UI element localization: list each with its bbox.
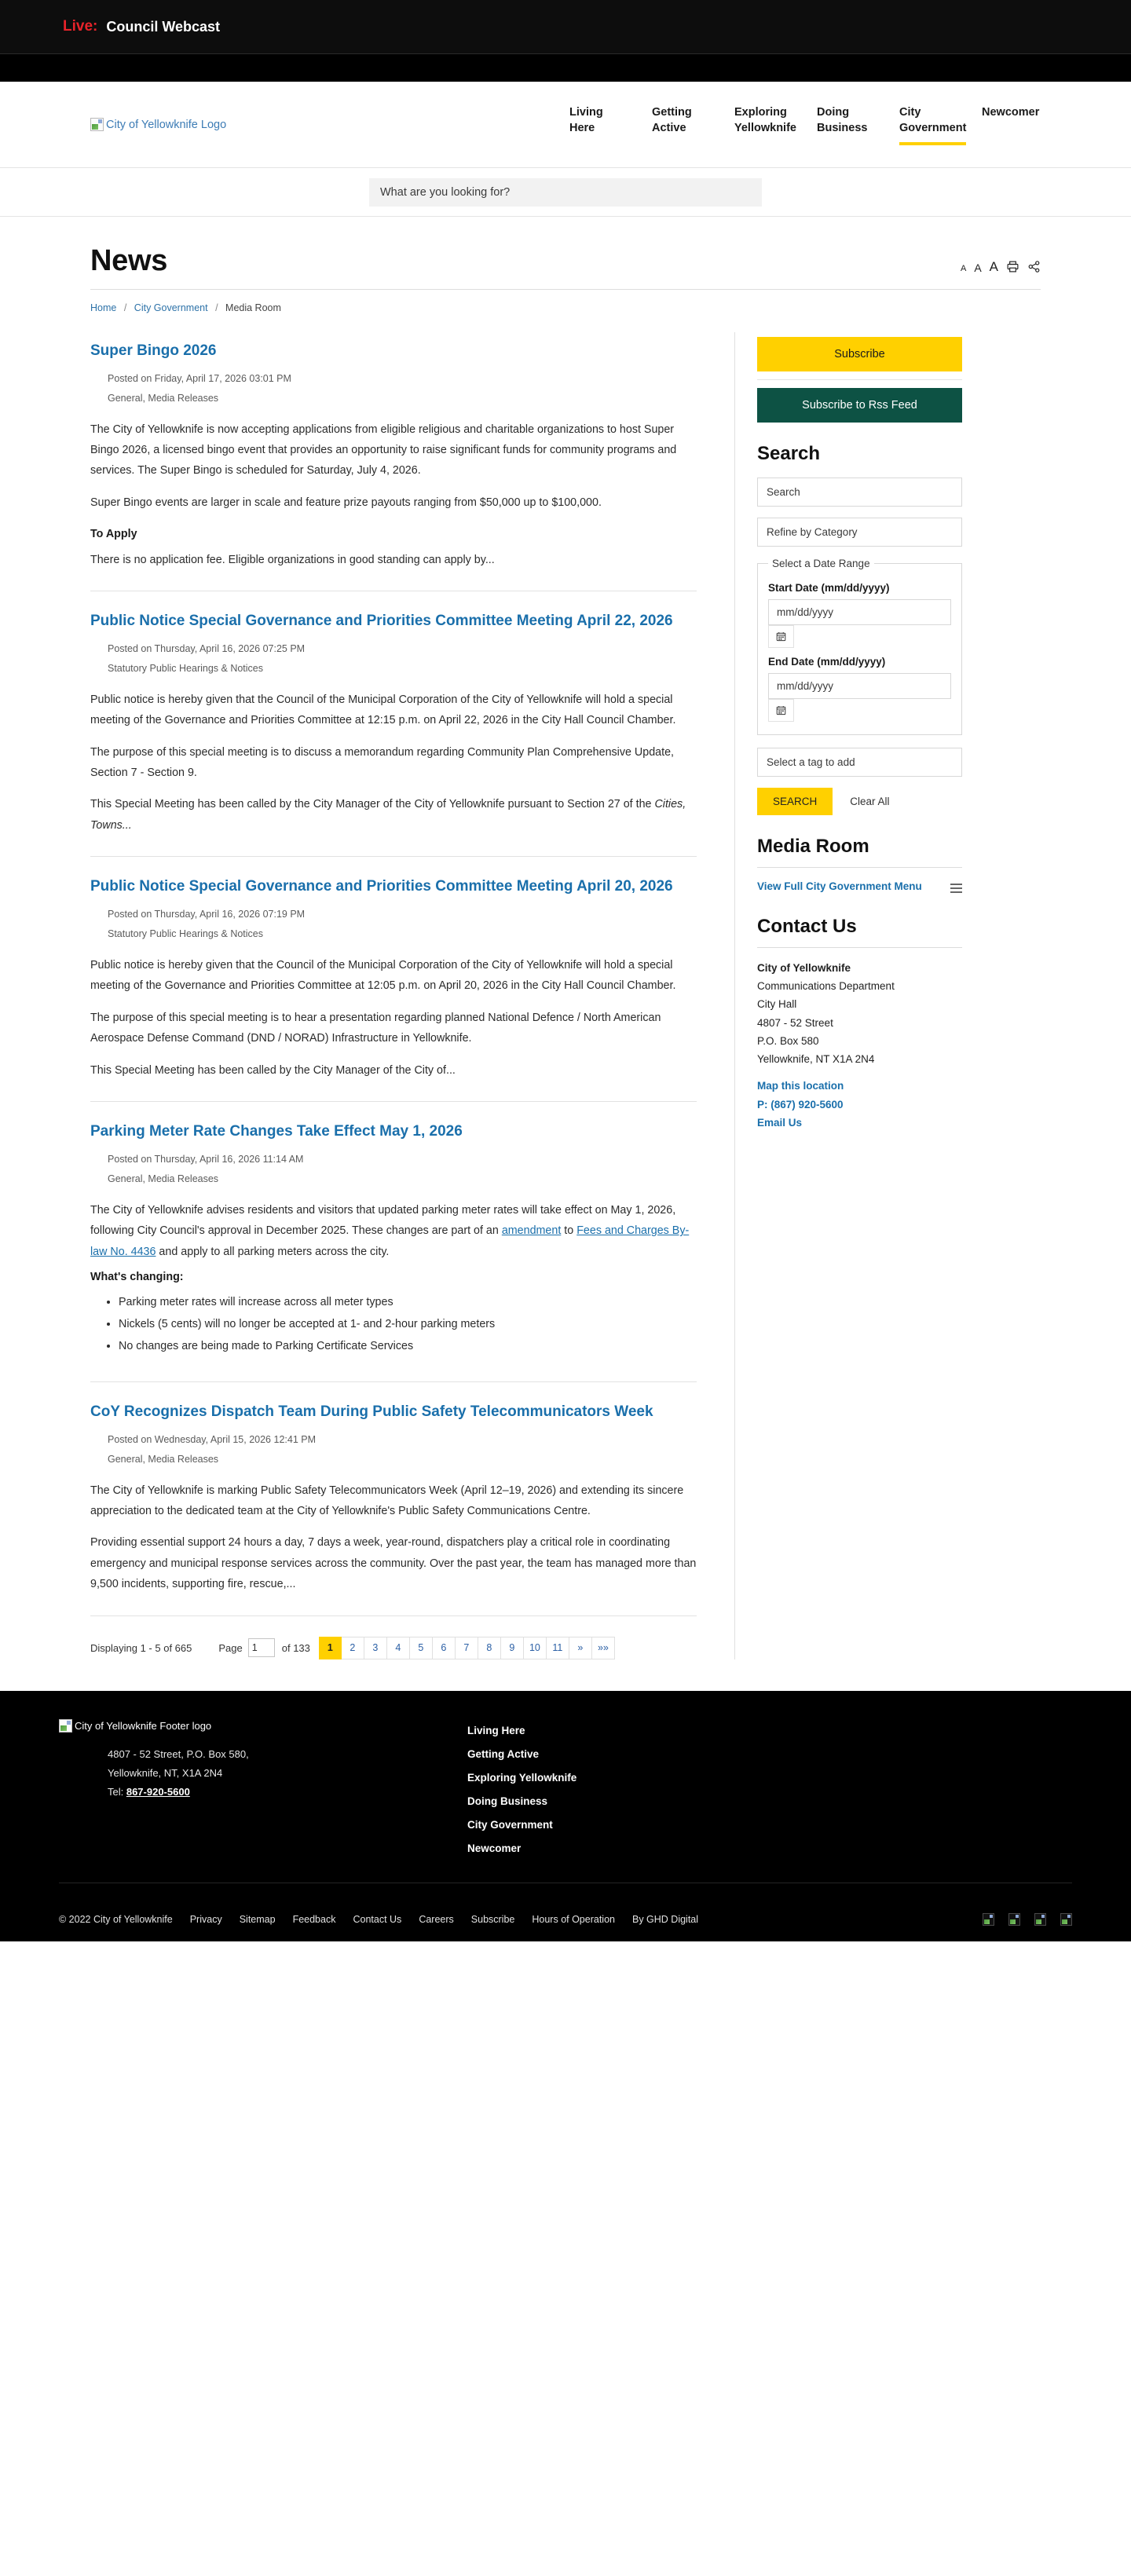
nav-label-line1: Getting	[652, 106, 692, 119]
pagination-page-10[interactable]: 10	[524, 1637, 547, 1659]
news-item-title[interactable]: Public Notice Special Governance and Priorities Committee Meeting April 20, 2026	[90, 878, 673, 895]
nav-label-line1: Living	[569, 106, 603, 119]
footer-left-column	[59, 1719, 436, 1861]
footer-link-by-ghd-digital[interactable]: By GHD Digital	[631, 1913, 699, 1925]
pagination-page-11[interactable]: 11	[547, 1637, 569, 1659]
amendment-link[interactable]: amendment	[501, 1224, 562, 1238]
news-item-paragraph: Public notice is hereby given that the Council of the Municipal Corporation of the City of Yellowknife will hold a special meeting of the Governance and Priorities Committee at 12:15 p.m. on April 22, 2026 in the City Hall Council Chamber.	[90, 693, 676, 727]
nav-label-line1: Exploring	[734, 106, 787, 119]
end-date-input[interactable]	[768, 673, 951, 699]
social-icon-3[interactable]	[1034, 1913, 1046, 1926]
news-item-subheading	[90, 1267, 697, 1287]
news-item-paragraph: The City of Yellowknife is now accepting applications from eligible religious and charitable organizations to host Super Bingo 2026, a licensed bingo event that provides an opportunity to raise significant funds for community programs and services. The Super Bingo is scheduled for Saturday, July 4, 2026.	[90, 423, 677, 478]
news-item-paragraph: There is no application fee. Eligible organizations in good standing can apply by...	[90, 553, 495, 566]
media-room-menu-row	[757, 879, 962, 895]
news-item-paragraph: The City of Yellowknife is marking Public Safety Telecommunicators Week (April 12–19, 2026) and extending its sincere appreciation to the dedicated team at the City of Yellowknife's Public Safety Communications Centre.	[90, 1484, 684, 1517]
site-search-row	[0, 168, 1131, 217]
footer-nav-getting-active[interactable]: Getting Active	[467, 1747, 540, 1760]
contact-spacer	[757, 1068, 962, 1077]
logo-alt-text: City of Yellowknife Logo	[106, 118, 227, 131]
nav-label-line1: Doing	[817, 106, 850, 119]
pagination-page-5[interactable]: 5	[410, 1637, 433, 1659]
news-item-subheading-text: What's changing:	[90, 1270, 184, 1283]
refine-by-category-select[interactable]: Refine by Category	[757, 518, 962, 547]
news-item-subheading	[90, 524, 697, 544]
nav-item-exploring-yellowknife[interactable]	[734, 104, 817, 135]
footer-bottom-bar	[59, 1883, 1072, 1926]
news-item-text: and apply to all parking meters across the city.	[156, 1245, 390, 1258]
nav-label-line2: Government	[899, 121, 967, 134]
page-title: News	[90, 244, 168, 277]
subscribe-button[interactable]: Subscribe	[757, 337, 962, 371]
search-actions	[757, 788, 962, 815]
pagination-page-label: Page	[218, 1641, 243, 1654]
select-tag-dropdown[interactable]: Select a tag to add	[757, 748, 962, 777]
news-item-paragraph	[90, 794, 697, 836]
print-icon[interactable]	[1006, 260, 1019, 273]
map-this-location-link[interactable]: Map this location	[757, 1080, 844, 1092]
news-list	[90, 332, 734, 1659]
social-icon-1[interactable]	[983, 1913, 994, 1926]
footer-nav-exploring-yellowknife[interactable]: Exploring Yellowknife	[467, 1771, 577, 1784]
news-item-text: to	[561, 1224, 577, 1238]
nav-item-getting-active[interactable]	[652, 104, 734, 135]
nav-label-line1: City	[899, 106, 921, 119]
subscribe-rss-button[interactable]: Subscribe to Rss Feed	[757, 388, 962, 423]
start-date-label: Start Date (mm/dd/yyyy)	[768, 582, 890, 594]
footer-link-hours-of-operation[interactable]: Hours of Operation	[532, 1913, 615, 1925]
pagination-page-3[interactable]: 3	[364, 1637, 387, 1659]
end-date-calendar-icon[interactable]	[768, 699, 794, 722]
sidebar-search-heading: Search	[757, 443, 821, 464]
site-search-input[interactable]	[369, 178, 762, 207]
footer-copyright: © 2022 City of Yellowknife	[59, 1913, 173, 1925]
contact-us-heading: Contact Us	[757, 916, 962, 948]
contact-phone-link[interactable]: P: (867) 920-5600	[757, 1098, 844, 1111]
breadcrumb-separator: /	[123, 302, 127, 313]
bylaw-link[interactable]: Fees and Charges By-law No. 4436	[90, 1224, 690, 1258]
news-item	[90, 857, 697, 1102]
news-item-date: Posted on Wednesday, April 15, 2026 12:41 PM	[108, 1433, 316, 1445]
footer-link-privacy[interactable]: Privacy	[189, 1913, 222, 1925]
page-tools	[961, 260, 1041, 278]
site-header	[0, 82, 1131, 168]
footer-tel-row	[108, 1783, 436, 1802]
live-banner	[0, 0, 1131, 53]
end-date-label: End Date (mm/dd/yyyy)	[768, 656, 886, 668]
news-item-paragraph: Providing essential support 24 hours a day, 7 days a week, year-round, dispatchers play a critical role in coordinating emergency and municipal response services across the community. Over the past year, the team has managed more than 9,500 incidents, supporting fire, rescue,...	[90, 1536, 697, 1591]
breadcrumb-current: Media Room	[225, 302, 281, 313]
pagination-page-6[interactable]: 6	[433, 1637, 456, 1659]
page-layout	[0, 313, 1131, 1691]
media-room-heading: Media Room	[757, 836, 962, 868]
news-item	[90, 1382, 697, 1616]
pagination-page-numbers	[319, 1637, 615, 1659]
news-item-italic-text: Cities, Towns...	[90, 798, 686, 832]
contact-building: City Hall	[757, 998, 797, 1011]
email-us-link[interactable]: Email Us	[757, 1116, 803, 1129]
search-submit-button[interactable]: SEARCH	[757, 788, 833, 815]
news-item-date: Posted on Thursday, April 16, 2026 07:25 PM	[108, 642, 306, 654]
contact-department: Communications Department	[757, 980, 895, 993]
social-icon-2[interactable]	[1008, 1913, 1020, 1926]
breadcrumb-home[interactable]: Home	[90, 302, 117, 313]
list-item: • Parking meter rates will increase across all meter types	[119, 1292, 697, 1314]
font-size-large-button[interactable]: A	[989, 259, 998, 274]
date-range-fieldset	[757, 558, 962, 735]
site-logo-link[interactable]	[90, 118, 226, 131]
hamburger-menu-icon[interactable]	[950, 879, 962, 895]
news-item-title[interactable]: Super Bingo 2026	[90, 342, 217, 359]
page-title-row	[0, 217, 1131, 278]
font-size-small-button[interactable]: A	[960, 264, 967, 273]
broken-image-icon	[59, 1719, 72, 1733]
contact-org: City of Yellowknife	[757, 962, 851, 974]
live-label: Live:	[63, 18, 98, 35]
broken-image-icon	[90, 118, 104, 131]
pagination	[90, 1616, 697, 1659]
nav-label-line2: Active	[652, 121, 686, 134]
nav-label-line2: Here	[569, 121, 595, 134]
footer-address	[108, 1745, 436, 1802]
footer-address-line2: Yellowknife, NT, X1A 2N4	[108, 1766, 223, 1779]
start-date-input[interactable]	[768, 599, 951, 625]
footer-nav-newcomer[interactable]: Newcomer	[467, 1842, 522, 1854]
news-item-paragraph: Super Bingo events are larger in scale and feature prize payouts ranging from $50,000 up to $100,000.	[90, 496, 602, 509]
news-item-paragraph	[90, 1200, 697, 1262]
footer-top	[59, 1719, 1072, 1861]
footer-logo-alt-text: City of Yellowknife Footer logo	[75, 1719, 212, 1732]
breadcrumb	[0, 290, 1131, 313]
news-item	[90, 591, 697, 857]
start-date-calendar-icon[interactable]	[768, 625, 794, 648]
footer-tel-link[interactable]: 867-920-5600	[126, 1785, 190, 1798]
footer-social-icons	[983, 1913, 1072, 1926]
share-icon[interactable]	[1027, 260, 1041, 273]
list-item: • No changes are being made to Parking Certificate Services	[119, 1336, 697, 1358]
news-item-date: Posted on Thursday, April 16, 2026 07:19 PM	[108, 908, 306, 920]
news-item-paragraph: The purpose of this special meeting is to hear a presentation regarding planned National Defence / North American Aerospace Defense Command (DND / NORAD) Infrastructure in Yellowknife.	[90, 1011, 661, 1045]
footer-link-careers[interactable]: Careers	[419, 1913, 454, 1925]
main-navigation	[569, 104, 1064, 145]
footer-logo-link[interactable]	[59, 1719, 436, 1733]
news-item	[90, 332, 697, 591]
social-icon-4[interactable]	[1060, 1913, 1072, 1926]
footer-nav-living-here[interactable]: Living Here	[467, 1724, 525, 1736]
pagination-last-button[interactable]: »»	[592, 1637, 615, 1659]
pagination-page-1[interactable]: 1	[319, 1637, 342, 1659]
pagination-page-4[interactable]: 4	[387, 1637, 410, 1659]
news-item-categories: General, Media Releases	[108, 1453, 219, 1465]
news-item-paragraph: The purpose of this special meeting is to discuss a memorandum regarding Community Plan Comprehensive Update, Section 7 - Section 9.	[90, 745, 675, 780]
footer-utility-links	[190, 1914, 698, 1925]
pagination-page-input[interactable]	[248, 1638, 275, 1657]
footer-link-sitemap[interactable]: Sitemap	[239, 1913, 276, 1925]
footer-link-contact-us[interactable]: Contact Us	[353, 1913, 402, 1925]
header-black-strip	[0, 53, 1131, 82]
breadcrumb-separator: /	[215, 302, 218, 313]
news-item-subheading-text: To Apply	[90, 528, 137, 541]
nav-item-living-here[interactable]	[569, 104, 652, 135]
footer-address-line1: 4807 - 52 Street, P.O. Box 580,	[108, 1747, 249, 1760]
clear-all-button[interactable]: Clear All	[850, 796, 890, 807]
contact-pobox: P.O. Box 580	[757, 1034, 819, 1047]
news-item-title[interactable]: Parking Meter Rate Changes Take Effect May 1, 2026	[90, 1123, 463, 1140]
news-item-title[interactable]: CoY Recognizes Dispatch Team During Public Safety Telecommunicators Week	[90, 1403, 653, 1420]
nav-label-line1: Newcomer	[982, 106, 1040, 119]
news-item-categories: Statutory Public Hearings & Notices	[108, 928, 264, 939]
news-item-categories: General, Media Releases	[108, 1173, 219, 1184]
news-item-date: Posted on Friday, April 17, 2026 03:01 PM	[108, 372, 291, 384]
footer-nav-city-government[interactable]: City Government	[467, 1818, 553, 1831]
breadcrumb-city-government[interactable]: City Government	[134, 302, 208, 313]
pagination-page-8[interactable]: 8	[478, 1637, 501, 1659]
news-item-paragraph: This Special Meeting has been called by the City Manager of the City of...	[90, 1063, 456, 1077]
sidebar-divider	[757, 379, 962, 380]
news-item-text: The City of Yellowknife advises residents and visitors that updated parking meter rates will take effect on May 1, 2026, following City Council's approval in December 2025. These changes are part of an	[90, 1203, 676, 1238]
pagination-page-2[interactable]: 2	[342, 1637, 364, 1659]
sidebar-search-input[interactable]	[757, 478, 962, 507]
site-footer	[0, 1691, 1131, 1941]
footer-tel-label: Tel:	[108, 1785, 126, 1798]
footer-link-feedback[interactable]: Feedback	[292, 1913, 336, 1925]
contact-street: 4807 - 52 Street	[757, 1016, 833, 1029]
nav-item-newcomer[interactable]	[982, 104, 1064, 120]
pagination-display-count: Displaying 1 - 5 of 665	[90, 1641, 192, 1654]
pagination-total-pages: of 133	[281, 1641, 310, 1654]
nav-label-line2: Business	[817, 121, 868, 134]
nav-item-doing-business[interactable]	[817, 104, 899, 135]
pagination-page-9[interactable]: 9	[501, 1637, 524, 1659]
footer-navigation	[467, 1719, 576, 1861]
news-item	[90, 1102, 697, 1382]
view-full-menu-link[interactable]: View Full City Government Menu	[757, 880, 922, 892]
font-size-medium-button[interactable]: A	[974, 262, 982, 274]
news-item-text: This Special Meeting has been called by the City Manager of the City of Yellowknife pursuant to Section 27 of the	[90, 798, 655, 811]
date-range-legend: Select a Date Range	[772, 558, 870, 569]
nav-item-city-government[interactable]	[899, 104, 982, 145]
sidebar	[734, 332, 962, 1659]
news-item-date: Posted on Thursday, April 16, 2026 11:14 AM	[108, 1153, 304, 1165]
live-webcast-link[interactable]: Council Webcast	[106, 18, 221, 35]
news-item-bullet-list	[119, 1292, 697, 1358]
news-item-categories: Statutory Public Hearings & Notices	[108, 662, 264, 674]
nav-label-line2: Yellowknife	[734, 121, 796, 134]
news-item-categories: General, Media Releases	[108, 392, 219, 404]
footer-link-subscribe[interactable]: Subscribe	[470, 1913, 515, 1925]
contact-city: Yellowknife, NT X1A 2N4	[757, 1053, 875, 1066]
pagination-next-button[interactable]: »	[569, 1637, 592, 1659]
pagination-page-7[interactable]: 7	[456, 1637, 478, 1659]
footer-nav-doing-business[interactable]: Doing Business	[467, 1795, 548, 1807]
list-item: • Nickels (5 cents) will no longer be accepted at 1- and 2-hour parking meters	[119, 1314, 697, 1336]
news-item-paragraph: Public notice is hereby given that the Council of the Municipal Corporation of the City of Yellowknife will hold a special meeting of the Governance and Priorities Committee at 12:05 p.m. on April 20, 2026 in the City Hall Council Chamber.	[90, 958, 676, 993]
news-item-title[interactable]: Public Notice Special Governance and Priorities Committee Meeting April 22, 2026	[90, 613, 673, 630]
